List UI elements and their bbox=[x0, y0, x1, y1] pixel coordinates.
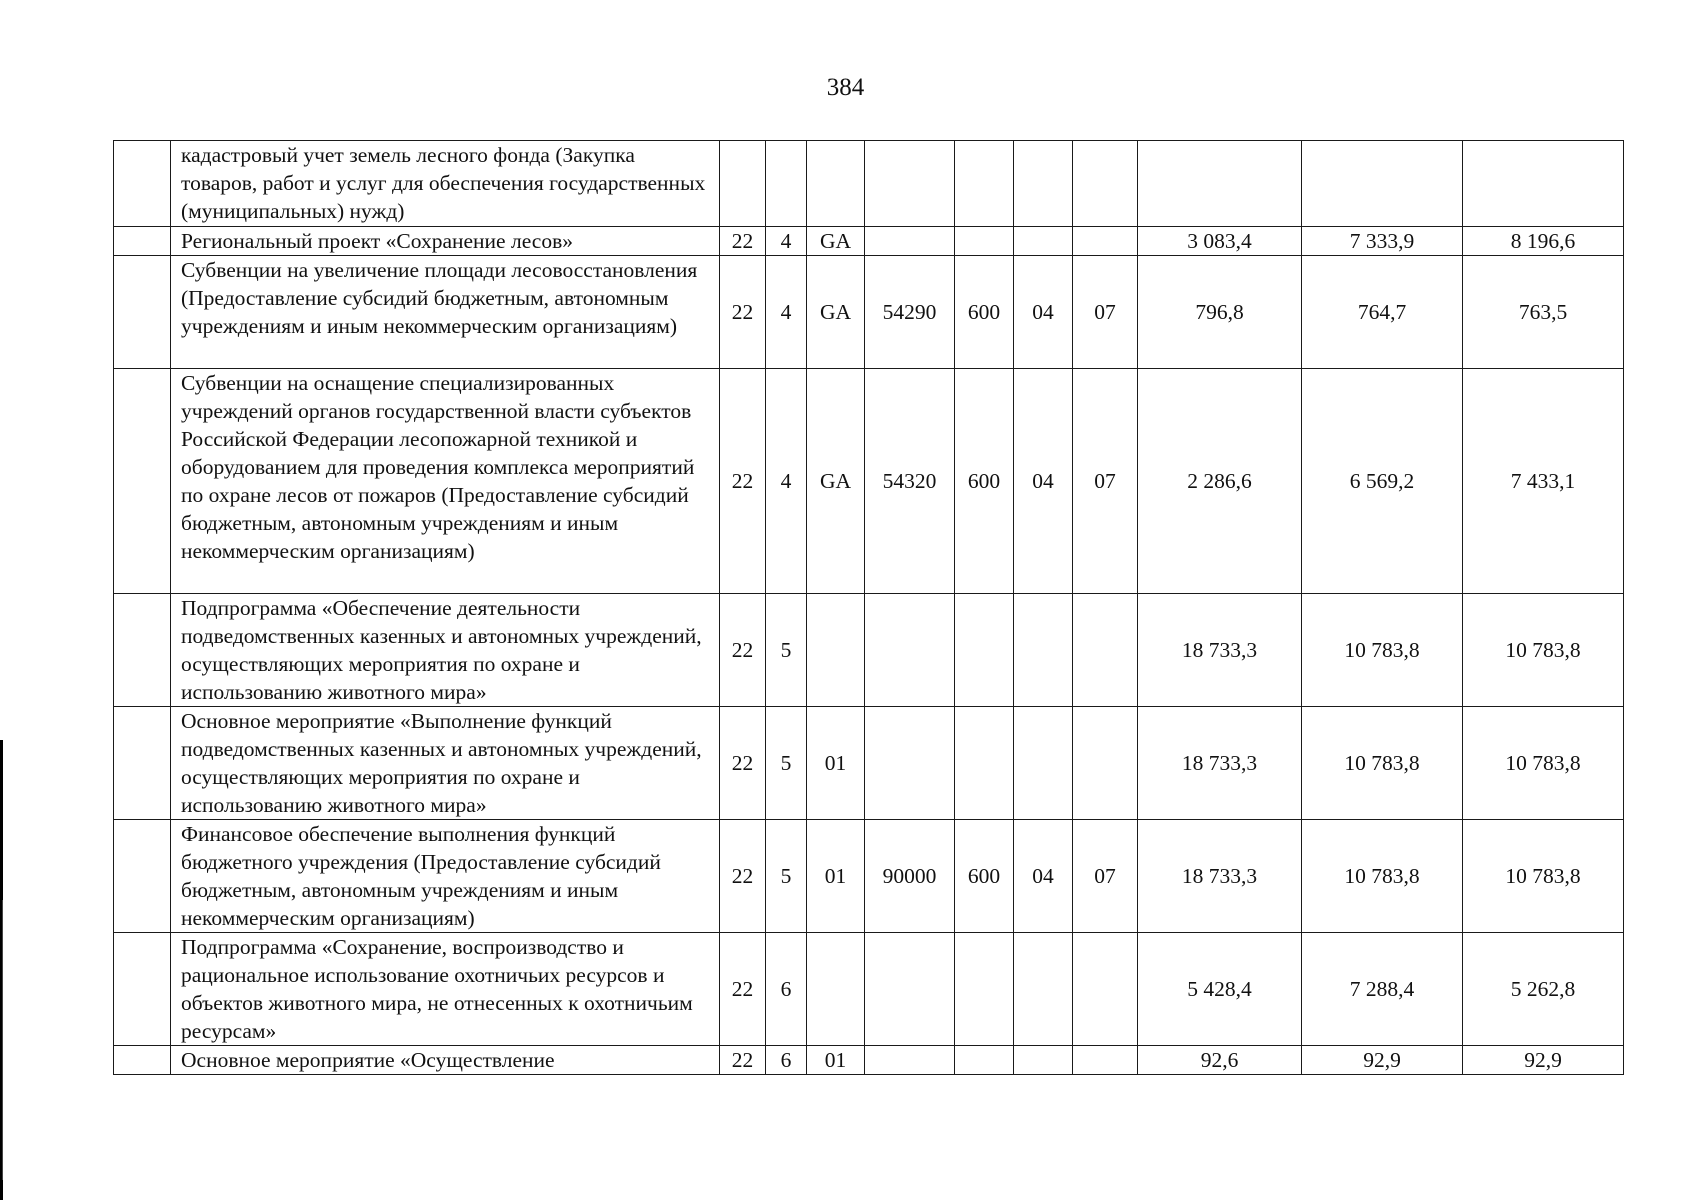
row-number-cell bbox=[114, 141, 171, 227]
row-number-cell bbox=[114, 369, 171, 594]
code-cell bbox=[955, 227, 1014, 256]
code-cell: 6 bbox=[766, 1046, 807, 1075]
code-cell: 5 bbox=[766, 594, 807, 707]
item-name-cell: Региональный проект «Сохранение лесов» bbox=[171, 227, 720, 256]
code-cell bbox=[1014, 141, 1073, 227]
code-cell: 4 bbox=[766, 256, 807, 369]
row-number-cell bbox=[114, 594, 171, 707]
amount-cell: 92,9 bbox=[1463, 1046, 1624, 1075]
row-number-cell bbox=[114, 707, 171, 820]
table-row bbox=[114, 820, 1624, 933]
code-cell: 22 bbox=[720, 256, 766, 369]
amount-cell: 3 083,4 bbox=[1138, 227, 1302, 256]
item-name-cell: Подпрограмма «Сохранение, воспроизводство и рациональное использование охотничьих ресурсов и объектов животного мира, не отнесенных к охотничьим ресурсам» bbox=[171, 933, 720, 1046]
code-cell: 6 bbox=[766, 933, 807, 1046]
code-cell bbox=[1014, 227, 1073, 256]
table-row bbox=[114, 1046, 1624, 1075]
code-cell: GA bbox=[807, 256, 865, 369]
code-cell bbox=[1073, 227, 1138, 256]
code-cell: 22 bbox=[720, 369, 766, 594]
item-name-cell: Субвенции на увеличение площади лесовосстановления (Предоставление субсидий бюджетным, автономным учреждениям и иным некоммерческим организациям) bbox=[171, 256, 720, 369]
code-cell bbox=[865, 933, 955, 1046]
code-cell: 22 bbox=[720, 594, 766, 707]
table-row bbox=[114, 369, 1624, 594]
page-number: 384 bbox=[826, 74, 865, 101]
code-cell: 90000 bbox=[865, 820, 955, 933]
code-cell bbox=[807, 933, 865, 1046]
code-cell: 04 bbox=[1014, 820, 1073, 933]
amount-cell: 5 262,8 bbox=[1463, 933, 1624, 1046]
code-cell bbox=[865, 707, 955, 820]
amount-cell: 764,7 bbox=[1302, 256, 1463, 369]
amount-cell: 18 733,3 bbox=[1138, 820, 1302, 933]
code-cell bbox=[955, 1046, 1014, 1075]
table-row bbox=[114, 227, 1624, 256]
amount-cell: 7 333,9 bbox=[1302, 227, 1463, 256]
amount-cell bbox=[1138, 141, 1302, 227]
code-cell bbox=[955, 594, 1014, 707]
code-cell bbox=[1073, 707, 1138, 820]
code-cell bbox=[1014, 1046, 1073, 1075]
amount-cell: 18 733,3 bbox=[1138, 707, 1302, 820]
code-cell: 07 bbox=[1073, 820, 1138, 933]
code-cell bbox=[955, 141, 1014, 227]
code-cell: 4 bbox=[766, 369, 807, 594]
code-cell bbox=[865, 1046, 955, 1075]
amount-cell: 92,6 bbox=[1138, 1046, 1302, 1075]
row-number-cell bbox=[114, 256, 171, 369]
code-cell: 5 bbox=[766, 820, 807, 933]
code-cell bbox=[1014, 707, 1073, 820]
code-cell bbox=[1014, 594, 1073, 707]
amount-cell: 10 783,8 bbox=[1302, 820, 1463, 933]
code-cell bbox=[955, 707, 1014, 820]
code-cell bbox=[1073, 141, 1138, 227]
code-cell: 22 bbox=[720, 227, 766, 256]
table-row bbox=[114, 707, 1624, 820]
row-number-cell bbox=[114, 1046, 171, 1075]
scan-edge-mark bbox=[2, 900, 3, 1180]
code-cell bbox=[720, 141, 766, 227]
row-number-cell bbox=[114, 820, 171, 933]
code-cell: 600 bbox=[955, 820, 1014, 933]
code-cell bbox=[1073, 594, 1138, 707]
table-row bbox=[114, 256, 1624, 369]
code-cell: GA bbox=[807, 369, 865, 594]
code-cell: GA bbox=[807, 227, 865, 256]
amount-cell bbox=[1463, 141, 1624, 227]
code-cell: 5 bbox=[766, 707, 807, 820]
amount-cell bbox=[1302, 141, 1463, 227]
item-name-cell: Субвенции на оснащение специализированных учреждений органов государственной власти субъектов Российской Федерации лесопожарной техникой и оборудованием для проведения комплекса мероприятий по охране лесов от пожаров (Предоставление субсидий бюджетным, автономным учреждениям и иным некоммерческим организациям) bbox=[171, 369, 720, 594]
table-row bbox=[114, 594, 1624, 707]
item-name-cell: Подпрограмма «Обеспечение деятельности подведомственных казенных и автономных учреждений, осуществляющих мероприятия по охране и использованию животного мира» bbox=[171, 594, 720, 707]
code-cell: 22 bbox=[720, 820, 766, 933]
amount-cell: 10 783,8 bbox=[1463, 707, 1624, 820]
code-cell: 4 bbox=[766, 227, 807, 256]
code-cell: 22 bbox=[720, 707, 766, 820]
amount-cell: 763,5 bbox=[1463, 256, 1624, 369]
row-number-cell bbox=[114, 227, 171, 256]
code-cell bbox=[865, 594, 955, 707]
item-name-cell: Основное мероприятие «Осуществление bbox=[171, 1046, 720, 1075]
code-cell: 04 bbox=[1014, 369, 1073, 594]
code-cell: 54290 bbox=[865, 256, 955, 369]
code-cell: 04 bbox=[1014, 256, 1073, 369]
code-cell bbox=[865, 227, 955, 256]
code-cell bbox=[955, 933, 1014, 1046]
amount-cell: 10 783,8 bbox=[1463, 820, 1624, 933]
item-name-cell: Финансовое обеспечение выполнения функций бюджетного учреждения (Предоставление субсидий бюджетным, автономным учреждениям и иным некоммерческим организациям) bbox=[171, 820, 720, 933]
code-cell bbox=[1073, 933, 1138, 1046]
budget-table bbox=[113, 140, 1624, 1075]
table-row bbox=[114, 141, 1624, 227]
amount-cell: 6 569,2 bbox=[1302, 369, 1463, 594]
amount-cell: 7 433,1 bbox=[1463, 369, 1624, 594]
amount-cell: 7 288,4 bbox=[1302, 933, 1463, 1046]
code-cell: 01 bbox=[807, 707, 865, 820]
code-cell: 07 bbox=[1073, 369, 1138, 594]
code-cell bbox=[865, 141, 955, 227]
amount-cell: 10 783,8 bbox=[1302, 594, 1463, 707]
amount-cell: 2 286,6 bbox=[1138, 369, 1302, 594]
code-cell: 600 bbox=[955, 369, 1014, 594]
code-cell: 01 bbox=[807, 1046, 865, 1075]
code-cell bbox=[1014, 933, 1073, 1046]
code-cell bbox=[807, 141, 865, 227]
amount-cell: 18 733,3 bbox=[1138, 594, 1302, 707]
code-cell bbox=[807, 594, 865, 707]
code-cell bbox=[1073, 1046, 1138, 1075]
amount-cell: 796,8 bbox=[1138, 256, 1302, 369]
amount-cell: 10 783,8 bbox=[1302, 707, 1463, 820]
amount-cell: 5 428,4 bbox=[1138, 933, 1302, 1046]
amount-cell: 92,9 bbox=[1302, 1046, 1463, 1075]
amount-cell: 10 783,8 bbox=[1463, 594, 1624, 707]
code-cell: 22 bbox=[720, 933, 766, 1046]
table-row bbox=[114, 933, 1624, 1046]
amount-cell: 8 196,6 bbox=[1463, 227, 1624, 256]
code-cell bbox=[766, 141, 807, 227]
item-name-cell: Основное мероприятие «Выполнение функций подведомственных казенных и автономных учреждений, осуществляющих мероприятия по охране и использованию животного мира» bbox=[171, 707, 720, 820]
row-number-cell bbox=[114, 933, 171, 1046]
code-cell: 01 bbox=[807, 820, 865, 933]
code-cell: 22 bbox=[720, 1046, 766, 1075]
code-cell: 54320 bbox=[865, 369, 955, 594]
code-cell: 600 bbox=[955, 256, 1014, 369]
code-cell: 07 bbox=[1073, 256, 1138, 369]
item-name-cell: кадастровый учет земель лесного фонда (Закупка товаров, работ и услуг для обеспечения государственных (муниципальных) нужд) bbox=[171, 141, 720, 227]
